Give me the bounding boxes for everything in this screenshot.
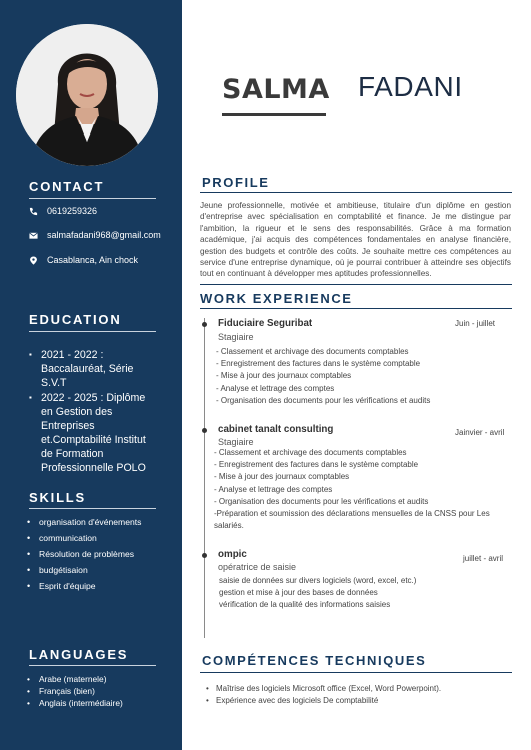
competences-heading: COMPÉTENCES TECHNIQUES [202,653,427,668]
skill-item: • budgétisaion [27,564,141,580]
languages-heading: LANGUAGES [29,647,129,662]
job-task: gestion et mise à jour des bases de données [219,588,378,598]
work-experience-divider [200,308,512,309]
profile-divider [200,192,512,193]
job-company: Fiduciaire Seguribat [218,318,313,329]
skills-heading: SKILLS [29,490,87,505]
job-company: cabinet tanalt consulting [218,424,334,435]
location-pin-icon [29,256,38,265]
education-item: ▪ 2021 - 2022 : Baccalauréat, Série S.V.T [29,348,159,390]
competence-item: • Maîtrise des logiciels Microsoft office (Excel, Word Powerpoint). [206,683,441,695]
job-task: - Organisation des documents pour les vérifications et audits [216,395,431,405]
language-item: • Arabe (maternele) [27,673,123,685]
contact-email [29,230,161,240]
job-tasks [216,346,430,407]
job-task: - Classement et archivage des documents comptables [214,448,407,457]
last-name: FADANI [358,71,463,102]
job-date: juillet - avril [463,554,504,563]
timeline-dot [202,553,207,558]
languages-divider [29,665,156,666]
job-task: - Organisation des documents pour les vérifications et audits [214,496,429,506]
job-task: - Enregistrement des factures dans le système comptable [216,359,421,369]
profile-text: Jeune professionnelle, motivée et ambitieuse, titulaire d'un diplôme en gestion d'entreprise avec spécialisation en comptabilité et finance. Je me distingue par l'ambition, la rigueur et le sens des responsabilités. Grâce à ma formation académique, j'ai acquis des compétences fondamentales en analyse financière, gestion des budgets et contrôle des coûts. Je souhaite mettre ces compétences au service d'une entreprise dynamique, où je pourrai contribuer à atteindre ses objectifs tout en continuant à développer mes aptitudes professionnelles. [200,201,511,279]
contact-phone [29,206,97,216]
job-company: ompic [218,549,247,560]
job-task: saisie de données sur divers logiciels (word, excel, etc.) [219,576,417,585]
sidebar [0,0,182,750]
job-date: Jainvier - avril [455,428,505,437]
profile-photo [16,24,158,166]
skills-list [27,516,141,596]
languages-list [27,673,123,709]
job-task: - Classement et archivage des documents comptables [216,347,409,356]
skill-item: • Esprit d'équipe [27,580,141,596]
profile-bottom-divider [200,284,512,285]
job-task: - Analyse et lettrage des comptes [216,383,335,393]
skill-item: • communication [27,532,141,548]
timeline-dot [202,428,207,433]
location-text: Casablanca, Ain chock [47,255,139,265]
work-experience-heading: WORK EXPERIENCE [200,291,353,306]
contact-divider [29,198,156,199]
contact-location [29,255,138,265]
envelope-icon [29,231,38,240]
skills-divider [29,508,156,509]
language-item: • Français (bien) [27,685,123,697]
job-task: - Enregistrement des factures dans le système comptable [214,460,419,470]
job-task: -Préparation et soumission des déclarations mensuelles de la CNSS pour Les salariés. [214,509,490,531]
phone-icon [29,207,38,216]
portrait-image [16,24,158,166]
job-task: - Mise à jour des journaux comptables [216,371,352,381]
skill-item: • organisation d'événements [27,516,141,532]
job-tasks [214,447,512,532]
skill-item: • Résolution de problèmes [27,548,141,564]
job-tasks [219,575,416,612]
name-underline [222,113,326,116]
competence-item: • Expérience avec des logiciels De comptabilité [206,695,441,707]
first-name: SALMA [222,74,330,105]
job-role: opératrice de saisie [218,562,297,572]
language-item: • Anglais (intermédiaire) [27,697,123,709]
education-heading: EDUCATION [29,312,122,327]
job-task: - Analyse et lettrage des comptes [214,484,333,494]
competences-divider [200,672,512,673]
job-date: Juin - juillet [455,319,496,328]
contact-heading: CONTACT [29,179,105,194]
timeline-line [204,318,205,638]
job-role: Stagiaire [218,332,254,342]
education-list [29,348,159,476]
job-task: - Mise à jour des journaux comptables [214,472,350,482]
phone-number: 0619259326 [47,206,98,216]
email-address[interactable]: salmafadani968@gmail.com [47,230,161,240]
education-item: ▪ 2022 - 2025 : Diplôme en Gestion des Entreprises et.Comptabilité Institut de Formation Professionnelle POLO [29,391,159,475]
profile-heading: PROFILE [202,175,270,190]
job-role: Stagiaire [218,437,254,447]
education-divider [29,331,156,332]
timeline-dot [202,322,207,327]
job-task: vérification de la qualité des informations saisies [219,600,391,610]
competences-list [206,683,441,707]
